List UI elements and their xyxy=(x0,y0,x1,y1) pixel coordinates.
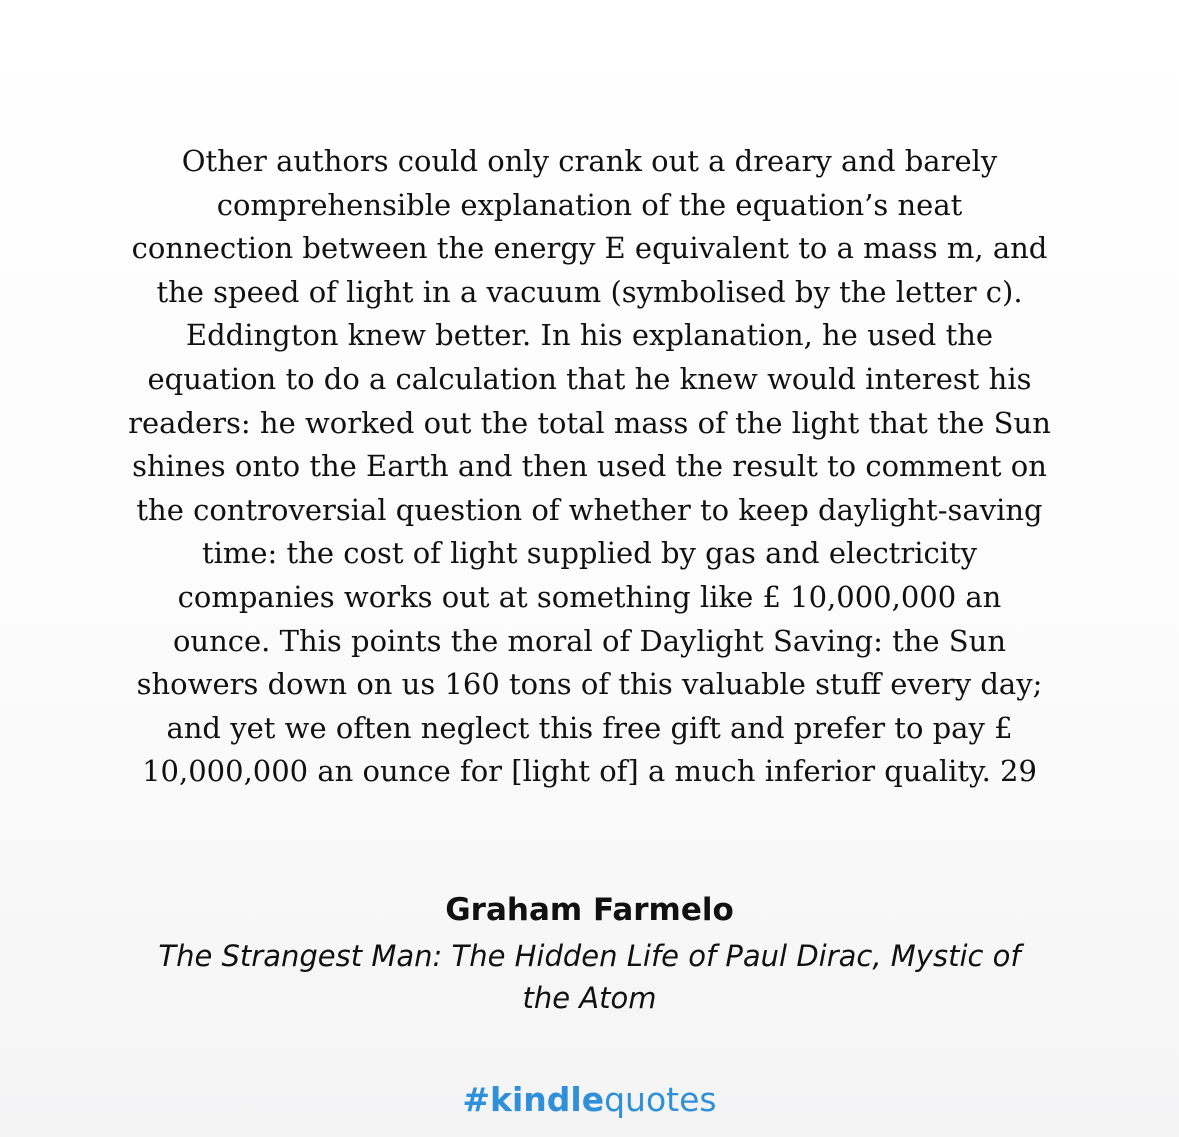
hashtag-bold-part: #kindle xyxy=(462,1080,605,1119)
quote-text xyxy=(60,140,1119,794)
quote-line: the controversial question of whether to keep daylight-saving xyxy=(136,492,1043,527)
quote-line: equation to do a calculation that he knew would interest his xyxy=(147,361,1032,396)
quote-line: readers: he worked out the total mass of the light that the Sun xyxy=(128,405,1051,440)
quote-line: connection between the energy E equivalent to a mass m, and xyxy=(131,231,1048,266)
quote-line: time: the cost of light supplied by gas and electricity xyxy=(201,536,978,571)
quote-line: Eddington knew better. In his explanation, he used the xyxy=(185,318,994,353)
author-name: Graham Farmelo xyxy=(445,892,734,928)
book-title-line: the Atom xyxy=(522,981,657,1015)
quote-line: Other authors could only crank out a dreary and barely xyxy=(181,144,998,178)
quote-line: 10,000,000 an ounce for [light of] a much inferior quality. 29 xyxy=(142,754,1037,789)
quote-line: shines onto the Earth and then used the result to comment on xyxy=(132,449,1047,484)
hashtag-regular-part: quotes xyxy=(604,1080,717,1119)
quote-line: companies works out at something like £ 10,000,000 an xyxy=(177,579,1002,614)
quote-line: showers down on us 160 tons of this valuable stuff every day; xyxy=(136,667,1043,702)
quote-line: and yet we often neglect this free gift and prefer to pay £ xyxy=(166,710,1013,745)
kindle-quotes-hashtag[interactable] xyxy=(0,1078,1179,1122)
quote-line: the speed of light in a vacuum (symbolised by the letter c). xyxy=(156,274,1023,309)
quote-line: ounce. This points the moral of Daylight Saving: the Sun xyxy=(172,623,1007,658)
book-title-line: The Strangest Man: The Hidden Life of Paul Dirac, Mystic of xyxy=(158,939,1021,973)
book-title xyxy=(80,935,1099,1019)
quote-line: comprehensible explanation of the equation’s neat xyxy=(216,187,963,222)
